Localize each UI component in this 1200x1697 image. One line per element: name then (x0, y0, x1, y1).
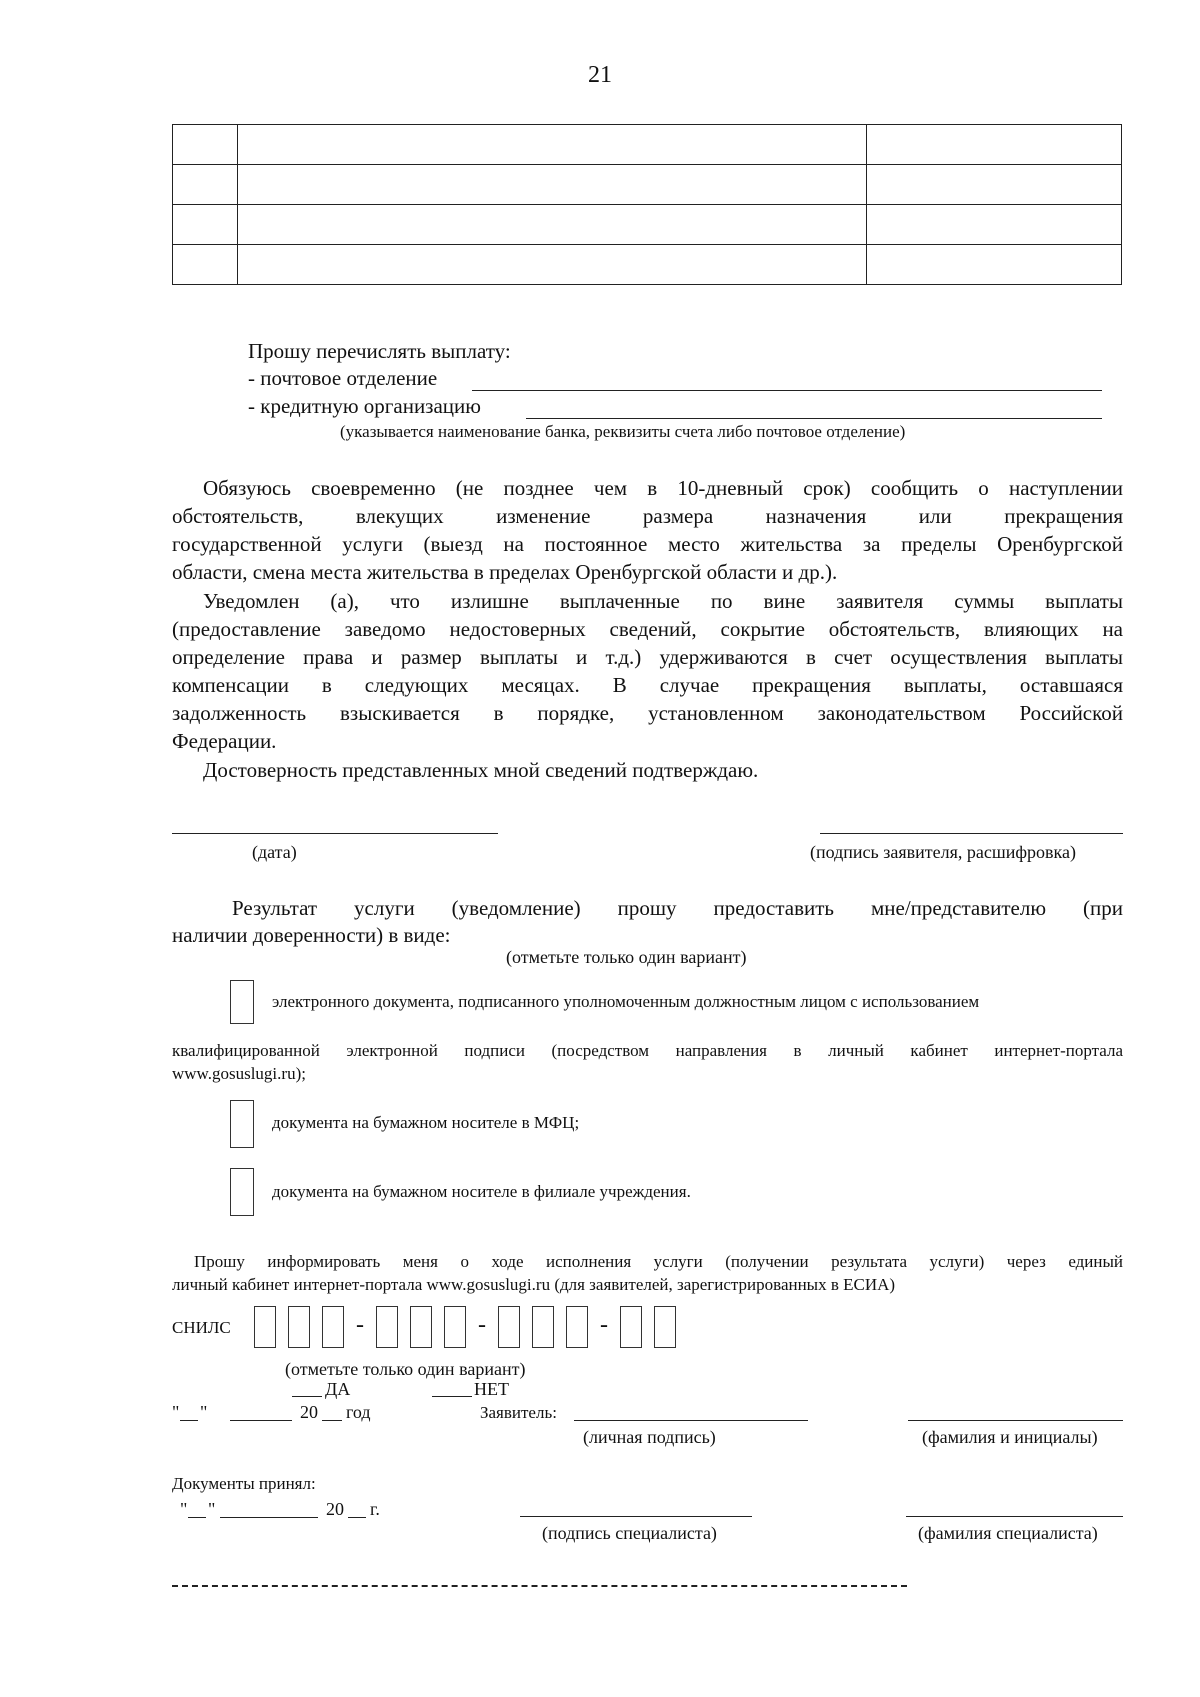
accepted-quote-open: " (180, 1499, 188, 1519)
accepted-month-field[interactable] (220, 1517, 318, 1518)
snils-digit-box[interactable] (498, 1306, 520, 1348)
accepted-year-suffix: г. (370, 1499, 380, 1519)
snils-digit-box[interactable] (322, 1306, 344, 1348)
year-suffix: год (346, 1402, 371, 1422)
accepted-title: Документы принял: (172, 1474, 316, 1493)
date-quote-open: " (172, 1402, 180, 1422)
year-field[interactable] (322, 1420, 342, 1421)
result-line: наличии доверенности) в виде: (172, 923, 451, 947)
notice-line: Федерации. (172, 729, 277, 753)
spec-name-caption: (фамилия специалиста) (918, 1523, 1098, 1543)
table-row (173, 125, 1122, 165)
accepted-year-prefix: 20 (326, 1499, 344, 1519)
result-line: Результат услуги (уведомление) прошу предоставить мне/представителю (при (232, 896, 1123, 920)
obligation-line: государственной услуги (выезд на постоянное место жительства за пределы Оренбургской (172, 532, 1123, 556)
table-row (173, 165, 1122, 205)
table-row (173, 245, 1122, 285)
snils-label: СНИЛС (172, 1318, 231, 1337)
confirm-line: Достоверность представленных мной сведений подтверждаю. (203, 758, 759, 782)
notice-line: (предоставление заведомо недостоверных сведений, сокрытие обстоятельств, влияющих на (172, 617, 1123, 641)
snils-separator: - (478, 1312, 486, 1338)
payment-title: Прошу перечислять выплату: (248, 339, 511, 363)
notice-line: Уведомлен (а), что излишне выплаченные по вине заявителя суммы выплаты (203, 589, 1123, 613)
no-mark-field[interactable] (432, 1396, 472, 1397)
page-number: 21 (588, 62, 612, 88)
obligation-line: обстоятельств, влекущих изменение размера назначения или прекращения (172, 504, 1123, 528)
name-initials-field[interactable] (908, 1420, 1123, 1421)
date-field[interactable] (172, 833, 498, 834)
credit-org-label: - кредитную организацию (248, 394, 481, 418)
cut-line (172, 1585, 907, 1587)
spec-name-field[interactable] (906, 1516, 1123, 1517)
snils-digit-box[interactable] (376, 1306, 398, 1348)
snils-digit-box[interactable] (566, 1306, 588, 1348)
notice-line: задолженность взыскивается в порядке, установленном законодательством Российской (172, 701, 1123, 725)
option-electronic-label: квалифицированной электронной подписи (посредством направления в личный кабинет интернет-портала (172, 1041, 1123, 1060)
day-field[interactable] (180, 1420, 198, 1421)
applicant-sign-field[interactable] (820, 833, 1123, 834)
yes-mark-field[interactable] (292, 1396, 322, 1397)
snils-digit-box[interactable] (532, 1306, 554, 1348)
post-office-label: - почтовое отделение (248, 366, 438, 390)
snils-digit-box[interactable] (654, 1306, 676, 1348)
snils-digit-box[interactable] (410, 1306, 432, 1348)
snils-digit-box[interactable] (288, 1306, 310, 1348)
sign-caption: (подпись заявителя, расшифровка) (810, 842, 1076, 862)
spec-sign-field[interactable] (520, 1516, 752, 1517)
accepted-day-field[interactable] (188, 1517, 206, 1518)
inform-line: Прошу информировать меня о ходе исполнения услуги (получении результата услуги) через единый (194, 1252, 1123, 1271)
credit-org-field[interactable] (526, 418, 1102, 419)
snils-separator: - (356, 1312, 364, 1338)
name-initials-caption: (фамилия и инициалы) (922, 1427, 1098, 1447)
option-electronic-label: www.gosuslugi.ru); (172, 1064, 306, 1083)
no-label: НЕТ (474, 1379, 509, 1399)
post-office-field[interactable] (472, 390, 1102, 391)
snils-digit-box[interactable] (620, 1306, 642, 1348)
yes-label: ДА (325, 1379, 351, 1399)
notice-line: определение права и размер выплаты и т.д.) удерживаются в счет осуществления выплаты (172, 645, 1123, 669)
spec-sign-caption: (подпись специалиста) (542, 1523, 717, 1543)
snils-separator: - (600, 1312, 608, 1338)
notice-line: компенсации в следующих месяцах. В случае прекращения выплаты, оставшаяся (172, 673, 1123, 697)
result-hint: (отметьте только один вариант) (506, 947, 747, 967)
applicant-label: Заявитель: (480, 1403, 557, 1422)
inform-line: личный кабинет интернет-портала www.gosuslugi.ru (для заявителей, зарегистрированных в ЕСИА) (172, 1275, 896, 1294)
date-caption: (дата) (252, 842, 297, 862)
option-electronic-checkbox[interactable] (230, 980, 254, 1024)
obligation-line: Обязуюсь своевременно (не позднее чем в 10-дневный срок) сообщить о наступлении (203, 476, 1123, 500)
option-electronic-label: электронного документа, подписанного уполномоченным должностным лицом с использованием (272, 992, 980, 1011)
table-row (173, 205, 1122, 245)
personal-sign-caption: (личная подпись) (583, 1427, 716, 1447)
year-prefix: 20 (300, 1402, 318, 1422)
month-field[interactable] (230, 1420, 292, 1421)
snils-digit-box[interactable] (254, 1306, 276, 1348)
yes-no-hint: (отметьте только один вариант) (285, 1359, 526, 1379)
obligation-line: области, смена места жительства в пределах Оренбургской области и др.). (172, 560, 838, 584)
option-branch-checkbox[interactable] (230, 1168, 254, 1216)
snils-digit-box[interactable] (444, 1306, 466, 1348)
accepted-quote-close: " (208, 1499, 216, 1519)
empty-table (172, 124, 1122, 285)
date-quote-close: " (200, 1402, 208, 1422)
option-branch-label: документа на бумажном носителе в филиале учреждения. (272, 1182, 691, 1201)
option-mfc-label: документа на бумажном носителе в МФЦ; (272, 1113, 580, 1132)
option-mfc-checkbox[interactable] (230, 1100, 254, 1148)
accepted-year-field[interactable] (348, 1517, 366, 1518)
payment-hint: (указывается наименование банка, реквизиты счета либо почтовое отделение) (340, 422, 906, 441)
personal-sign-field[interactable] (574, 1420, 808, 1421)
